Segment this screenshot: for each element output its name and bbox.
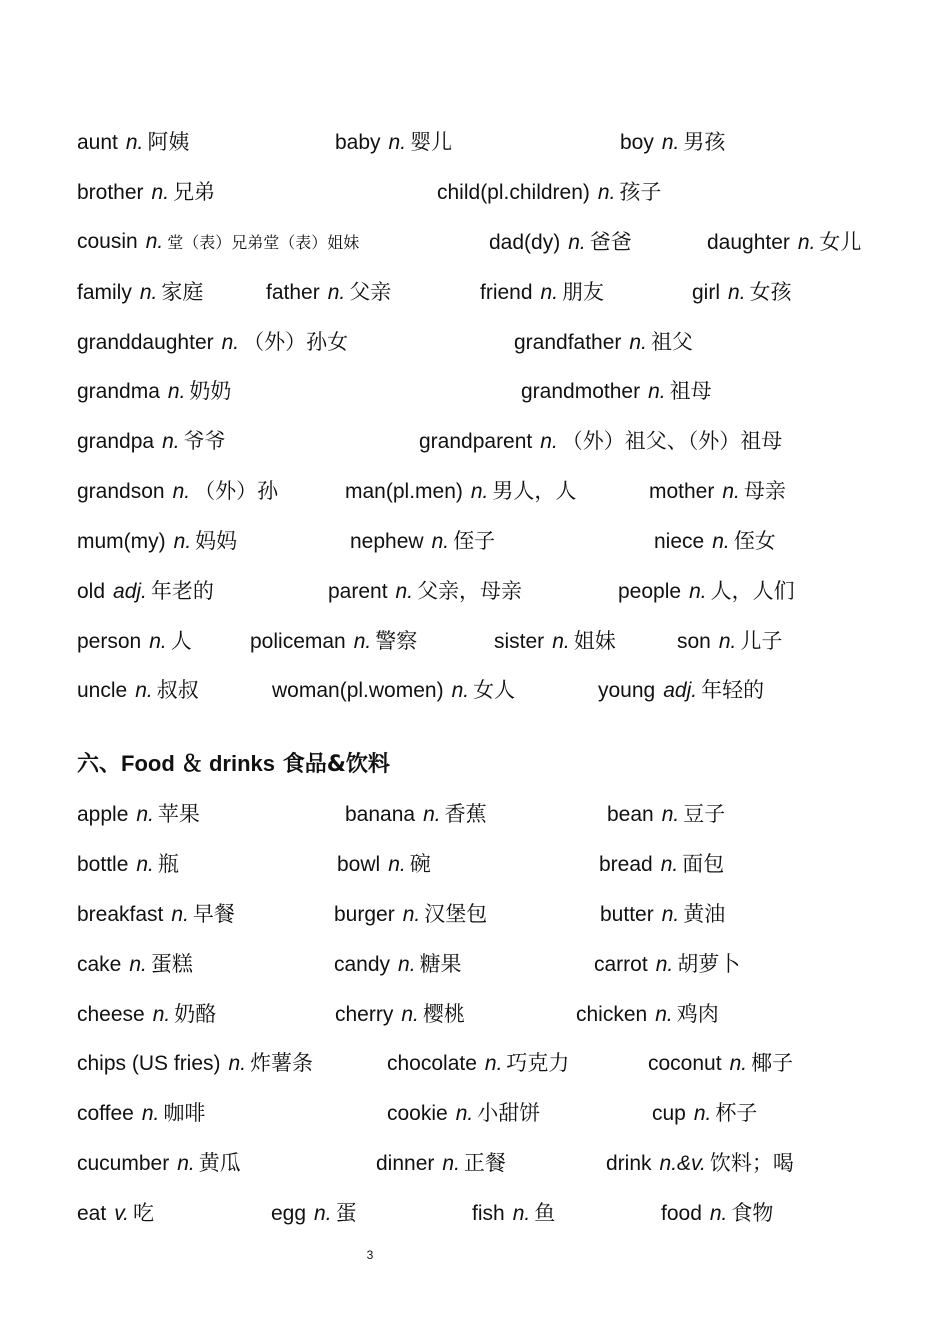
vocab-entry: drink n.&v. 饮料；喝 bbox=[606, 1151, 794, 1175]
vocab-entry: granddaughter n. （外）孙女 bbox=[77, 330, 349, 354]
vocab-entry: uncle n. 叔叔 bbox=[77, 678, 199, 702]
vocab-line bbox=[0, 226, 950, 258]
vocab-entry: baby n. 婴儿 bbox=[335, 130, 453, 154]
vocab-line bbox=[0, 1097, 950, 1129]
vocab-line bbox=[0, 475, 950, 507]
vocab-entry: child(pl.children) n. 孩子 bbox=[437, 180, 662, 204]
vocab-entry: people n. 人，人们 bbox=[618, 579, 795, 603]
vocab-entry: dad(dy) n. 爸爸 bbox=[489, 230, 632, 254]
vocab-line bbox=[0, 176, 950, 208]
vocab-entry: cookie n. 小甜饼 bbox=[387, 1101, 541, 1125]
vocab-entry: person n. 人 bbox=[77, 629, 192, 653]
vocab-entry: fish n. 鱼 bbox=[472, 1201, 556, 1225]
vocab-entry: nephew n. 侄子 bbox=[350, 529, 496, 553]
vocab-entry: bread n. 面包 bbox=[599, 852, 725, 876]
vocab-entry: butter n. 黄油 bbox=[600, 902, 726, 926]
vocab-entry: food n. 食物 bbox=[661, 1201, 774, 1225]
vocab-line bbox=[0, 674, 950, 706]
vocab-entry: cup n. 杯子 bbox=[652, 1101, 758, 1125]
vocab-line bbox=[0, 375, 950, 407]
vocab-entry: cousin n. 堂（表）兄弟堂（表）姐妹 bbox=[77, 230, 360, 253]
vocab-entry: man(pl.men) n. 男人，人 bbox=[345, 479, 577, 503]
vocab-entry: coffee n. 咖啡 bbox=[77, 1101, 206, 1125]
vocab-line bbox=[0, 276, 950, 308]
section-heading: 六、Food ＆ drinks 食品&饮料 bbox=[77, 751, 390, 777]
vocab-line bbox=[0, 898, 950, 930]
vocab-entry: chicken n. 鸡肉 bbox=[576, 1002, 719, 1026]
vocab-entry: family n. 家庭 bbox=[77, 280, 204, 304]
vocab-entry: father n. 父亲 bbox=[266, 280, 392, 304]
vocab-line bbox=[0, 625, 950, 657]
vocab-entry: grandparent n. （外）祖父、（外）祖母 bbox=[419, 429, 783, 453]
vocab-entry: cherry n. 樱桃 bbox=[335, 1002, 465, 1026]
vocab-line bbox=[0, 1147, 950, 1179]
vocab-line bbox=[0, 1197, 950, 1229]
vocab-line bbox=[0, 525, 950, 557]
vocab-entry: son n. 儿子 bbox=[677, 629, 783, 653]
vocab-entry: aunt n. 阿姨 bbox=[77, 130, 190, 154]
vocab-line bbox=[0, 126, 950, 158]
page-number: 3 bbox=[366, 1248, 374, 1262]
vocab-entry: cake n. 蛋糕 bbox=[77, 952, 193, 976]
vocab-entry: grandma n. 奶奶 bbox=[77, 379, 232, 403]
vocab-entry: bean n. 豆子 bbox=[607, 802, 726, 826]
vocab-entry: boy n. 男孩 bbox=[620, 130, 726, 154]
vocab-line bbox=[0, 948, 950, 980]
vocab-entry: grandmother n. 祖母 bbox=[521, 379, 712, 403]
vocab-entry: grandfather n. 祖父 bbox=[514, 330, 693, 354]
vocab-line bbox=[0, 326, 950, 358]
vocab-entry: friend n. 朋友 bbox=[480, 280, 605, 304]
vocab-entry: bowl n. 碗 bbox=[337, 852, 431, 876]
vocab-entry: carrot n. 胡萝卜 bbox=[594, 952, 741, 976]
vocab-entry: grandson n. （外）孙 bbox=[77, 479, 279, 503]
vocab-entry: grandpa n. 爷爷 bbox=[77, 429, 226, 453]
vocab-entry: young adj. 年轻的 bbox=[598, 678, 765, 702]
vocab-entry: girl n. 女孩 bbox=[692, 280, 792, 304]
vocab-entry: old adj. 年老的 bbox=[77, 579, 214, 603]
vocab-entry: parent n. 父亲，母亲 bbox=[328, 579, 523, 603]
vocab-entry: dinner n. 正餐 bbox=[376, 1151, 506, 1175]
vocab-entry: cheese n. 奶酪 bbox=[77, 1002, 217, 1026]
vocab-entry: niece n. 侄女 bbox=[654, 529, 776, 553]
vocab-entry: burger n. 汉堡包 bbox=[334, 902, 488, 926]
vocab-line bbox=[0, 425, 950, 457]
vocab-line bbox=[0, 575, 950, 607]
vocab-entry: mother n. 母亲 bbox=[649, 479, 786, 503]
vocab-entry: brother n. 兄弟 bbox=[77, 180, 216, 204]
vocab-line bbox=[0, 998, 950, 1030]
vocab-entry: candy n. 糖果 bbox=[334, 952, 462, 976]
vocab-entry: egg n. 蛋 bbox=[271, 1201, 357, 1225]
vocab-entry: bottle n. 瓶 bbox=[77, 852, 179, 876]
vocab-entry: cucumber n. 黄瓜 bbox=[77, 1151, 241, 1175]
vocab-entry: sister n. 姐妹 bbox=[494, 629, 616, 653]
vocab-entry: eat v. 吃 bbox=[77, 1201, 154, 1225]
vocab-entry: daughter n. 女儿 bbox=[707, 230, 862, 254]
vocab-entry: coconut n. 椰子 bbox=[648, 1051, 794, 1075]
vocab-line bbox=[0, 1047, 950, 1079]
vocab-entry: mum(my) n. 妈妈 bbox=[77, 529, 238, 553]
vocab-entry: woman(pl.women) n. 女人 bbox=[272, 678, 516, 702]
vocab-entry: chocolate n. 巧克力 bbox=[387, 1051, 570, 1075]
vocab-entry: chips (US fries) n. 炸薯条 bbox=[77, 1051, 314, 1075]
vocab-entry: breakfast n. 早餐 bbox=[77, 902, 235, 926]
vocab-entry: policeman n. 警察 bbox=[250, 629, 418, 653]
vocab-entry: banana n. 香蕉 bbox=[345, 802, 487, 826]
vocab-line bbox=[0, 798, 950, 830]
vocab-line bbox=[0, 848, 950, 880]
vocab-entry: apple n. 苹果 bbox=[77, 802, 200, 826]
